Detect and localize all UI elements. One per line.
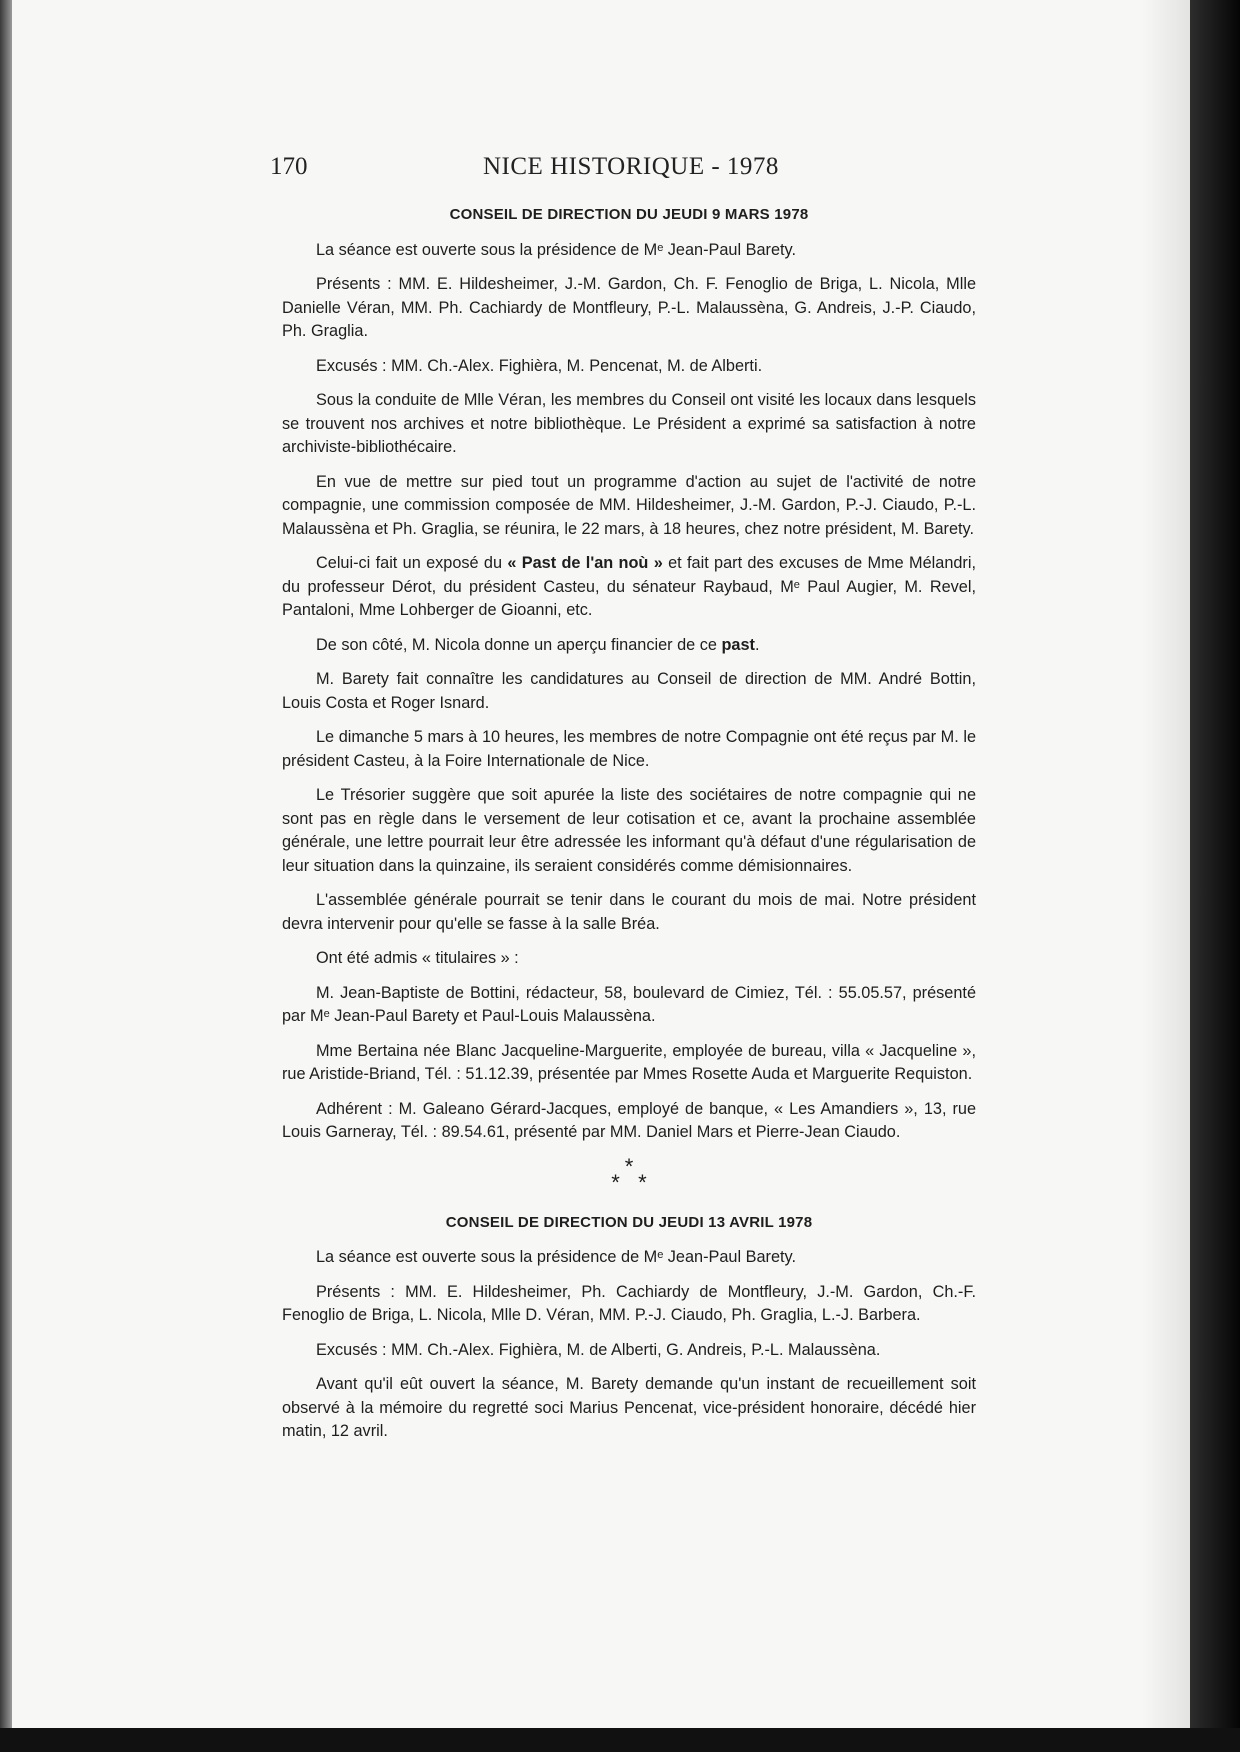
paragraph: Présents : MM. E. Hildesheimer, J.-M. Gardon, Ch. F. Fenoglio de Briga, L. Nicola, Mlle Danielle Véran, MM. Ph. Cachiardy de Montfleury, P.-L. Malaussèna, G. Andreis, J.-P. Ciaudo, Ph. Graglia. xyxy=(282,275,976,340)
bold-text-run: past xyxy=(721,635,755,654)
paragraph: Adhérent : M. Galeano Gérard-Jacques, employé de banque, « Les Amandiers », 13, rue Louis Garneray, Tél. : 89.54.61, présenté par MM. Daniel Mars et Pierre-Jean Ciaudo. xyxy=(282,1099,976,1141)
asterism-star: * xyxy=(638,1169,647,1195)
paragraph: M. Jean-Baptiste de Bottini, rédacteur, 58, boulevard de Cimiez, Tél. : 55.05.57, présenté par Mᵉ Jean-Paul Barety et Paul-Louis Malaussèna. xyxy=(282,983,976,1025)
paragraph: M. Barety fait connaître les candidatures au Conseil de direction de MM. André Bottin, Louis Costa et Roger Isnard. xyxy=(282,670,976,712)
paragraph: Excusés : MM. Ch.-Alex. Fighièra, M. Pencenat, M. de Alberti. xyxy=(316,356,763,375)
asterism-star: * xyxy=(624,1153,634,1179)
running-title: NICE HISTORIQUE - 1978 xyxy=(483,153,779,180)
paragraph: La séance est ouverte sous la présidence de Mᵉ Jean-Paul Barety. xyxy=(316,240,796,259)
paragraph xyxy=(282,634,976,658)
paragraph: Excusés : MM. Ch.-Alex. Fighièra, M. de Alberti, G. Andreis, P.-L. Malaussèna. xyxy=(316,1340,881,1359)
page-fold-shadow xyxy=(1142,0,1190,1728)
document-page xyxy=(12,0,1190,1728)
text-run: Celui-ci fait un exposé du xyxy=(316,554,508,572)
paragraph: Sous la conduite de Mlle Véran, les membres du Conseil ont visité les locaux dans lesquels se trouvent nos archives et notre bibliothèque. Le Président a exprimé sa satisfaction à notre archiviste-bibliothécaire. xyxy=(282,391,976,456)
text-run: et fait part des excuses de Mme Mélandri, du professeur Dérot, du président Casteu, du sénateur Raybaud, Mᵉ Paul Augier, M. Revel, Pantaloni, Mme Lohberger de Gioanni, etc. xyxy=(282,554,976,619)
section-title-april: CONSEIL DE DIRECTION DU JEUDI 13 AVRIL 1978 xyxy=(445,1213,813,1231)
asterism-star: * xyxy=(611,1169,620,1195)
page-number: 170 xyxy=(270,153,308,180)
paragraph: Le Trésorier suggère que soit apurée la liste des sociétaires de notre compagnie qui ne sont pas en règle dans le versement de leur cotisation et ce, avant la prochaine assemblée générale, une lettre pourrait leur être adressée les informant qu'à défaut d'une régularisation de leur situation dans la quinzaine, ils seraient considérés comme démisionnaires. xyxy=(282,786,976,875)
text-run: . xyxy=(754,635,760,654)
paragraph: Le dimanche 5 mars à 10 heures, les membres de notre Compagnie ont été reçus par M. le président Casteu, à la Foire Internationale de Nice. xyxy=(282,728,976,770)
paragraph: En vue de mettre sur pied tout un programme d'action au sujet de l'activité de notre compagnie, une commission composée de MM. Hildesheimer, J.-M. Gardon, P.-J. Ciaudo, P.-L. Malaussèna et Ph. Graglia, se réunira, le 22 mars, à 18 heures, chez notre président, M. Barety. xyxy=(282,472,976,538)
page-left-edge xyxy=(0,0,12,1752)
paragraph: La séance est ouverte sous la présidence de Mᵉ Jean-Paul Barety. xyxy=(316,1248,796,1266)
text-run: De son côté, M. Nicola donne un aperçu financier de ce xyxy=(316,635,722,654)
page-body xyxy=(282,203,976,1455)
scan-bottom-margin xyxy=(0,1728,1240,1752)
bold-text-run: « Past de l'an noù » xyxy=(507,554,663,572)
paragraph: L'assemblée générale pourrait se tenir dans le courant du mois de mai. Notre président devra intervenir pour qu'elle se fasse à la salle Bréa. xyxy=(282,891,976,933)
paragraph: Mme Bertaina née Blanc Jacqueline-Marguerite, employée de bureau, villa « Jacqueline », rue Aristide-Briand, Tél. : 51.12.39, présentée par Mmes Rosette Auda et Marguerite Requiston. xyxy=(282,1041,976,1083)
paragraph: Avant qu'il eût ouvert la séance, M. Barety demande qu'un instant de recueillement soit observé à la mémoire du regretté soci Marius Pencenat, vice-président honoraire, décédé hier matin, 12 avril. xyxy=(282,1375,976,1440)
section-title-march: CONSEIL DE DIRECTION DU JEUDI 9 MARS 1978 xyxy=(449,206,809,223)
paragraph xyxy=(282,552,976,623)
paragraph: Ont été admis « titulaires » : xyxy=(316,949,519,967)
asterism-separator xyxy=(282,1153,976,1195)
scan-right-margin xyxy=(1190,0,1240,1752)
page-header xyxy=(270,153,890,187)
paragraph: Présents : MM. E. Hildesheimer, Ph. Cachiardy de Montfleury, J.-M. Gardon, Ch.-F. Fenoglio de Briga, L. Nicola, Mlle D. Véran, MM. P.-J. Ciaudo, Ph. Graglia, L.-J. Barbera. xyxy=(282,1282,976,1324)
